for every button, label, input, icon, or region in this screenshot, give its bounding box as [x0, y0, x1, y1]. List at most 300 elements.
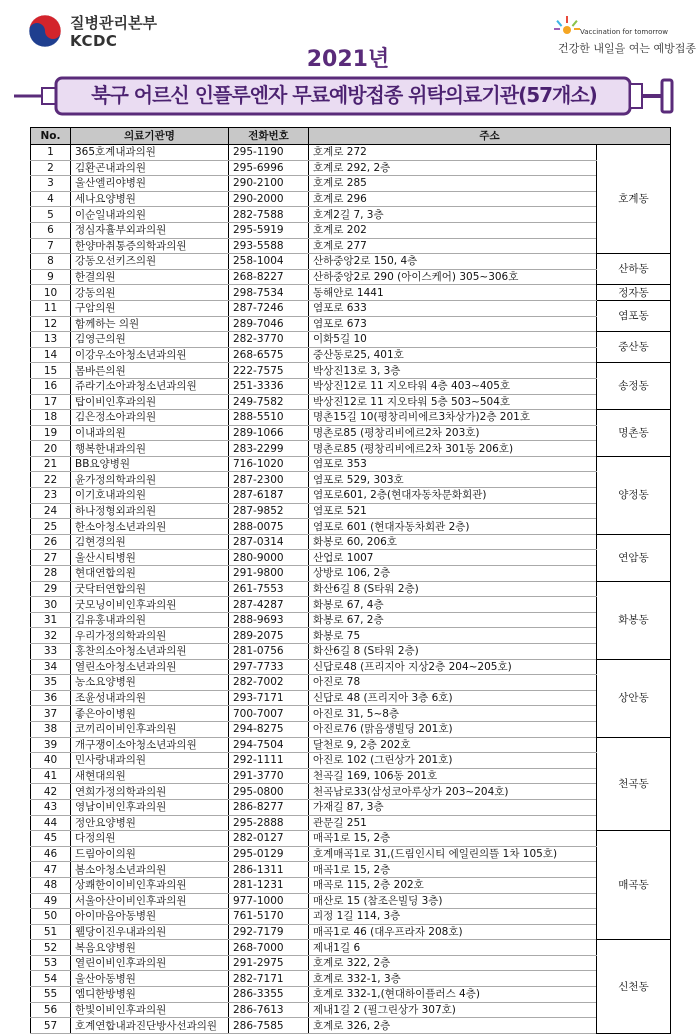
address: 관문길 251 — [309, 815, 597, 831]
row-number: 45 — [31, 831, 71, 847]
phone-number: 287-0314 — [229, 534, 309, 550]
row-number: 40 — [31, 753, 71, 769]
phone-number: 286-3355 — [229, 987, 309, 1003]
clinic-name: 하나정형외과의원 — [71, 503, 229, 519]
row-number: 1 — [31, 145, 71, 161]
table-row — [31, 877, 671, 893]
col-header-phone: 전화번호 — [229, 128, 309, 145]
phone-number: 293-7171 — [229, 690, 309, 706]
table-row — [31, 488, 671, 504]
table-row — [31, 924, 671, 940]
phone-number: 282-7002 — [229, 675, 309, 691]
address: 산업로 1007 — [309, 550, 597, 566]
row-number: 11 — [31, 300, 71, 316]
table-row — [31, 425, 671, 441]
address: 화봉로 60, 206호 — [309, 534, 597, 550]
table-body — [31, 145, 671, 1034]
col-header-name: 의료기관명 — [71, 128, 229, 145]
phone-number: 291-3770 — [229, 768, 309, 784]
row-number: 4 — [31, 191, 71, 207]
row-number: 2 — [31, 160, 71, 176]
col-header-address: 주소 — [309, 128, 671, 145]
table-row — [31, 145, 671, 161]
table-row — [31, 441, 671, 457]
row-number: 18 — [31, 410, 71, 426]
row-number: 48 — [31, 877, 71, 893]
address: 매곡1로 15, 2층 — [309, 831, 597, 847]
clinic-name: 조윤성내과의원 — [71, 690, 229, 706]
clinic-name: 강동오선키즈의원 — [71, 254, 229, 270]
clinic-name: 윤가정의학과의원 — [71, 472, 229, 488]
address: 화산6길 8 (S타워 2층) — [309, 581, 597, 597]
address: 천곡남로33(삼성코아루상가 203~204호) — [309, 784, 597, 800]
phone-number: 281-1231 — [229, 877, 309, 893]
row-number: 49 — [31, 893, 71, 909]
clinic-name: 이강우소아청소년과의원 — [71, 347, 229, 363]
table-row — [31, 503, 671, 519]
clinic-table — [30, 127, 671, 1034]
table-row — [31, 659, 671, 675]
address: 호계로 285 — [309, 176, 597, 192]
phone-number: 290-2000 — [229, 191, 309, 207]
phone-number: 295-0800 — [229, 784, 309, 800]
address: 염포로 529, 303호 — [309, 472, 597, 488]
row-number: 47 — [31, 862, 71, 878]
row-number: 52 — [31, 940, 71, 956]
clinic-name: 연희가정의학과의원 — [71, 784, 229, 800]
address: 명촌로85 (평창리비에르2차 301동 206호) — [309, 441, 597, 457]
table-row — [31, 222, 671, 238]
phone-number: 700-7007 — [229, 706, 309, 722]
clinic-name: 민사랑내과의원 — [71, 753, 229, 769]
address: 중산동로25, 401호 — [309, 347, 597, 363]
banner-title: 북구 어르신 인플루엔자 무료예방접종 위탁의료기관(57개소) — [91, 83, 597, 107]
phone-number: 288-0075 — [229, 519, 309, 535]
row-number: 25 — [31, 519, 71, 535]
address: 이화5길 10 — [309, 332, 597, 348]
row-number: 10 — [31, 285, 71, 301]
table-row — [31, 332, 671, 348]
phone-number: 294-7504 — [229, 737, 309, 753]
phone-number: 281-0756 — [229, 644, 309, 660]
clinic-name: 상쾌한이이비인후과의원 — [71, 877, 229, 893]
table-row — [31, 612, 671, 628]
address: 호계로 277 — [309, 238, 597, 254]
table-row — [31, 300, 671, 316]
row-number: 46 — [31, 846, 71, 862]
address: 염포로601, 2층(현대자동차문화회관) — [309, 488, 597, 504]
district-name: 정자동 — [597, 285, 671, 301]
phone-number: 268-6575 — [229, 347, 309, 363]
table-row — [31, 815, 671, 831]
table-row — [31, 269, 671, 285]
address: 매곡1로 15, 2층 — [309, 862, 597, 878]
clinic-name: 정안요양병원 — [71, 815, 229, 831]
table-row — [31, 721, 671, 737]
phone-number: 977-1000 — [229, 893, 309, 909]
address: 박상진12로 11 지오타워 4층 403~405호 — [309, 378, 597, 394]
address: 염포로 601 (현대자동차회관 2층) — [309, 519, 597, 535]
clinic-name: 열린소아청소년과의원 — [71, 659, 229, 675]
row-number: 51 — [31, 924, 71, 940]
table-row — [31, 363, 671, 379]
clinic-name: 한소아청소년과의원 — [71, 519, 229, 535]
phone-number: 286-8277 — [229, 799, 309, 815]
clinic-name: 행복한내과의원 — [71, 441, 229, 457]
district-name: 호계동 — [597, 145, 671, 254]
clinic-name: 봄소아청소년과의원 — [71, 862, 229, 878]
table-row — [31, 534, 671, 550]
table-row — [31, 316, 671, 332]
table-row — [31, 644, 671, 660]
table-row — [31, 831, 671, 847]
clinic-name: 이내과의원 — [71, 425, 229, 441]
table-row — [31, 378, 671, 394]
clinic-name: 홍찬의소아청소년과의원 — [71, 644, 229, 660]
org-name-kr: 질병관리본부 — [70, 14, 157, 32]
row-number: 20 — [31, 441, 71, 457]
clinic-name: 365호계내과의원 — [71, 145, 229, 161]
address: 천곡길 169, 106동 201호 — [309, 768, 597, 784]
address: 호계로 296 — [309, 191, 597, 207]
row-number: 34 — [31, 659, 71, 675]
table-row — [31, 706, 671, 722]
table-row — [31, 893, 671, 909]
table-header-row — [31, 128, 671, 145]
row-number: 15 — [31, 363, 71, 379]
district-name: 양정동 — [597, 456, 671, 534]
clinic-name: 웰당이진우내과의원 — [71, 924, 229, 940]
district-name: 신천동 — [597, 940, 671, 1034]
row-number: 37 — [31, 706, 71, 722]
row-number: 14 — [31, 347, 71, 363]
phone-number: 295-1190 — [229, 145, 309, 161]
clinic-name: 쥬라기소아과청소년과의원 — [71, 378, 229, 394]
vaccination-slogan-en: Vaccination for tomorrow — [580, 28, 669, 36]
address: 제내1길 2 (필그린상가 307호) — [309, 1002, 597, 1018]
address: 명촌15길 10(평창리비에르3차상가)2층 201호 — [309, 410, 597, 426]
table-row — [31, 1002, 671, 1018]
row-number: 55 — [31, 987, 71, 1003]
clinic-name: 이순일내과의원 — [71, 207, 229, 223]
clinic-name: 호계연합내과진단방사선과의원 — [71, 1018, 229, 1034]
address: 화봉로 67, 4층 — [309, 597, 597, 613]
table-row — [31, 753, 671, 769]
clinic-name: 열린이비인후과의원 — [71, 955, 229, 971]
address: 명촌로85 (평창리비에르2차 203호) — [309, 425, 597, 441]
address: 아진로 78 — [309, 675, 597, 691]
table-row — [31, 1018, 671, 1034]
table-row — [31, 690, 671, 706]
clinic-name: 울산시티병원 — [71, 550, 229, 566]
table-row — [31, 285, 671, 301]
clinic-name: 굿닥터연합의원 — [71, 581, 229, 597]
phone-number: 249-7582 — [229, 394, 309, 410]
clinic-name: 이기호내과의원 — [71, 488, 229, 504]
district-name: 화봉동 — [597, 581, 671, 659]
address: 화봉로 67, 2층 — [309, 612, 597, 628]
address: 아진로76 (맑음생빌딩 201호) — [309, 721, 597, 737]
clinic-name: BB요양병원 — [71, 456, 229, 472]
table-row — [31, 784, 671, 800]
table-row — [31, 597, 671, 613]
row-number: 26 — [31, 534, 71, 550]
row-number: 50 — [31, 909, 71, 925]
row-number: 43 — [31, 799, 71, 815]
address: 산하중앙2로 150, 4층 — [309, 254, 597, 270]
phone-number: 761-5170 — [229, 909, 309, 925]
address: 호계로 332-1, 3층 — [309, 971, 597, 987]
row-number: 24 — [31, 503, 71, 519]
clinic-name: 현대연합의원 — [71, 566, 229, 582]
clinic-name: 드림아이의원 — [71, 846, 229, 862]
address: 염포로 673 — [309, 316, 597, 332]
address: 호계로 272 — [309, 145, 597, 161]
district-name: 명촌동 — [597, 410, 671, 457]
table-row — [31, 207, 671, 223]
table-row — [31, 456, 671, 472]
row-number: 7 — [31, 238, 71, 254]
row-number: 54 — [31, 971, 71, 987]
clinic-name: 김환곤내과의원 — [71, 160, 229, 176]
district-name: 매곡동 — [597, 831, 671, 940]
clinic-name: 김영근의원 — [71, 332, 229, 348]
district-name: 천곡동 — [597, 737, 671, 831]
row-number: 42 — [31, 784, 71, 800]
phone-number: 289-1066 — [229, 425, 309, 441]
district-name: 연암동 — [597, 534, 671, 581]
phone-number: 280-9000 — [229, 550, 309, 566]
table-row — [31, 737, 671, 753]
address: 제내1길 6 — [309, 940, 597, 956]
row-number: 57 — [31, 1018, 71, 1034]
address: 호계로 202 — [309, 222, 597, 238]
phone-number: 282-3770 — [229, 332, 309, 348]
address: 가재길 87, 3층 — [309, 799, 597, 815]
phone-number: 286-7613 — [229, 1002, 309, 1018]
phone-number: 289-2075 — [229, 628, 309, 644]
phone-number: 295-5919 — [229, 222, 309, 238]
address: 동해안로 1441 — [309, 285, 597, 301]
table-row — [31, 347, 671, 363]
clinic-name: 영남이비인후과의원 — [71, 799, 229, 815]
clinic-name: 구암의원 — [71, 300, 229, 316]
address: 염포로 521 — [309, 503, 597, 519]
address: 상방로 106, 2층 — [309, 566, 597, 582]
row-number: 32 — [31, 628, 71, 644]
clinic-name: 농소요양병원 — [71, 675, 229, 691]
address: 호계로 326, 2층 — [309, 1018, 597, 1034]
row-number: 39 — [31, 737, 71, 753]
district-name: 중산동 — [597, 332, 671, 363]
row-number: 8 — [31, 254, 71, 270]
address: 매곡로 115, 2층 202호 — [309, 877, 597, 893]
table-row — [31, 799, 671, 815]
row-number: 30 — [31, 597, 71, 613]
clinic-name: 세나요양병원 — [71, 191, 229, 207]
clinic-name: 다정의원 — [71, 831, 229, 847]
phone-number: 282-7171 — [229, 971, 309, 987]
phone-number: 287-6187 — [229, 488, 309, 504]
col-header-no: No. — [31, 128, 71, 145]
clinic-name: 함께하는 의원 — [71, 316, 229, 332]
table-row — [31, 971, 671, 987]
row-number: 21 — [31, 456, 71, 472]
row-number: 9 — [31, 269, 71, 285]
clinic-name: 강동의원 — [71, 285, 229, 301]
table-row — [31, 191, 671, 207]
clinic-name: 한결의원 — [71, 269, 229, 285]
phone-number: 288-9693 — [229, 612, 309, 628]
phone-number: 291-2975 — [229, 955, 309, 971]
row-number: 31 — [31, 612, 71, 628]
row-number: 29 — [31, 581, 71, 597]
phone-number: 287-7246 — [229, 300, 309, 316]
row-number: 3 — [31, 176, 71, 192]
phone-number: 292-7179 — [229, 924, 309, 940]
clinic-name: 좋은아이병원 — [71, 706, 229, 722]
phone-number: 297-7733 — [229, 659, 309, 675]
table-row — [31, 846, 671, 862]
table-row — [31, 410, 671, 426]
address: 화봉로 75 — [309, 628, 597, 644]
phone-number: 294-8275 — [229, 721, 309, 737]
district-name: 염포동 — [597, 300, 671, 331]
clinic-name: 우리가정의학과의원 — [71, 628, 229, 644]
phone-number: 268-7000 — [229, 940, 309, 956]
phone-number: 295-2888 — [229, 815, 309, 831]
phone-number: 293-5588 — [229, 238, 309, 254]
row-number: 16 — [31, 378, 71, 394]
address: 박상진13로 3, 3층 — [309, 363, 597, 379]
phone-number: 251-3336 — [229, 378, 309, 394]
phone-number: 298-7534 — [229, 285, 309, 301]
table-row — [31, 566, 671, 582]
district-name: 상안동 — [597, 659, 671, 737]
row-number: 22 — [31, 472, 71, 488]
row-number: 28 — [31, 566, 71, 582]
district-name: 송정동 — [597, 363, 671, 410]
table-row — [31, 254, 671, 270]
clinic-name: 한빛이비인후과의원 — [71, 1002, 229, 1018]
table-row — [31, 472, 671, 488]
address: 아진로 102 (그린상가 201호) — [309, 753, 597, 769]
vaccination-sun-icon — [552, 14, 582, 36]
page-header — [0, 0, 696, 120]
phone-number: 290-2100 — [229, 176, 309, 192]
row-number: 12 — [31, 316, 71, 332]
clinic-name: 김은정소아과의원 — [71, 410, 229, 426]
phone-number: 291-9800 — [229, 566, 309, 582]
table-row — [31, 581, 671, 597]
address: 호계로 332-1,(현대하이플러스 4층) — [309, 987, 597, 1003]
address: 괴정 1길 114, 3층 — [309, 909, 597, 925]
clinic-name: 정심자휼부외과의원 — [71, 222, 229, 238]
clinic-name: 굿모닝이비인후과의원 — [71, 597, 229, 613]
table-row — [31, 238, 671, 254]
phone-number: 222-7575 — [229, 363, 309, 379]
phone-number: 286-1311 — [229, 862, 309, 878]
row-number: 56 — [31, 1002, 71, 1018]
address: 달천로 9, 2층 202호 — [309, 737, 597, 753]
phone-number: 287-2300 — [229, 472, 309, 488]
clinic-name: 김현경의원 — [71, 534, 229, 550]
clinic-name: 울산아동병원 — [71, 971, 229, 987]
table-row — [31, 987, 671, 1003]
table-row — [31, 628, 671, 644]
phone-number: 282-0127 — [229, 831, 309, 847]
phone-number: 716-1020 — [229, 456, 309, 472]
phone-number: 258-1004 — [229, 254, 309, 270]
address: 호계로 292, 2층 — [309, 160, 597, 176]
address: 신답로48 (프리지아 지상2층 204~205호) — [309, 659, 597, 675]
phone-number: 261-7553 — [229, 581, 309, 597]
address: 호계2길 7, 3층 — [309, 207, 597, 223]
address: 신답로 48 (프리지아 3층 6호) — [309, 690, 597, 706]
clinic-name: 한양마취통증의학과의원 — [71, 238, 229, 254]
clinic-name: 울산엘리야병원 — [71, 176, 229, 192]
row-number: 41 — [31, 768, 71, 784]
clinic-name: 아이마음아동병원 — [71, 909, 229, 925]
address: 매산로 15 (참조은빌딩 3층) — [309, 893, 597, 909]
phone-number: 295-6996 — [229, 160, 309, 176]
row-number: 38 — [31, 721, 71, 737]
address: 염포로 633 — [309, 300, 597, 316]
clinic-name: 새현대의원 — [71, 768, 229, 784]
table-row — [31, 909, 671, 925]
clinic-name: 복음요양병원 — [71, 940, 229, 956]
phone-number: 288-5510 — [229, 410, 309, 426]
row-number: 36 — [31, 690, 71, 706]
address: 매곡1로 46 (대우프라자 208호) — [309, 924, 597, 940]
address: 호계로 322, 2층 — [309, 955, 597, 971]
phone-number: 289-7046 — [229, 316, 309, 332]
phone-number: 286-7585 — [229, 1018, 309, 1034]
clinic-name: 코끼리이비인후과의원 — [71, 721, 229, 737]
table-row — [31, 176, 671, 192]
phone-number: 292-1111 — [229, 753, 309, 769]
row-number: 13 — [31, 332, 71, 348]
table-row — [31, 519, 671, 535]
row-number: 27 — [31, 550, 71, 566]
address: 박상진12로 11 지오타워 5층 503~504호 — [309, 394, 597, 410]
clinic-name: 서울아산이비인후과의원 — [71, 893, 229, 909]
row-number: 19 — [31, 425, 71, 441]
table-row — [31, 862, 671, 878]
row-number: 17 — [31, 394, 71, 410]
address: 산하중앙2로 290 (아이스케어) 305~306호 — [309, 269, 597, 285]
address: 화산6길 8 (S타워 2층) — [309, 644, 597, 660]
address: 호계매곡1로 31,(드림인시티 에일린의뜰 1차 105호) — [309, 846, 597, 862]
org-name-en: KCDC — [70, 32, 118, 50]
phone-number: 282-7588 — [229, 207, 309, 223]
phone-number: 287-9852 — [229, 503, 309, 519]
row-number: 53 — [31, 955, 71, 971]
table-row — [31, 550, 671, 566]
clinic-name: 엠디한방병원 — [71, 987, 229, 1003]
table-row — [31, 940, 671, 956]
row-number: 35 — [31, 675, 71, 691]
row-number: 44 — [31, 815, 71, 831]
address: 염포로 353 — [309, 456, 597, 472]
row-number: 5 — [31, 207, 71, 223]
phone-number: 287-4287 — [229, 597, 309, 613]
clinic-name: 탑이비인후과의원 — [71, 394, 229, 410]
table-row — [31, 675, 671, 691]
district-name: 산하동 — [597, 254, 671, 285]
year-title: 2021년 — [306, 47, 390, 72]
clinic-name: 몸바른의원 — [71, 363, 229, 379]
